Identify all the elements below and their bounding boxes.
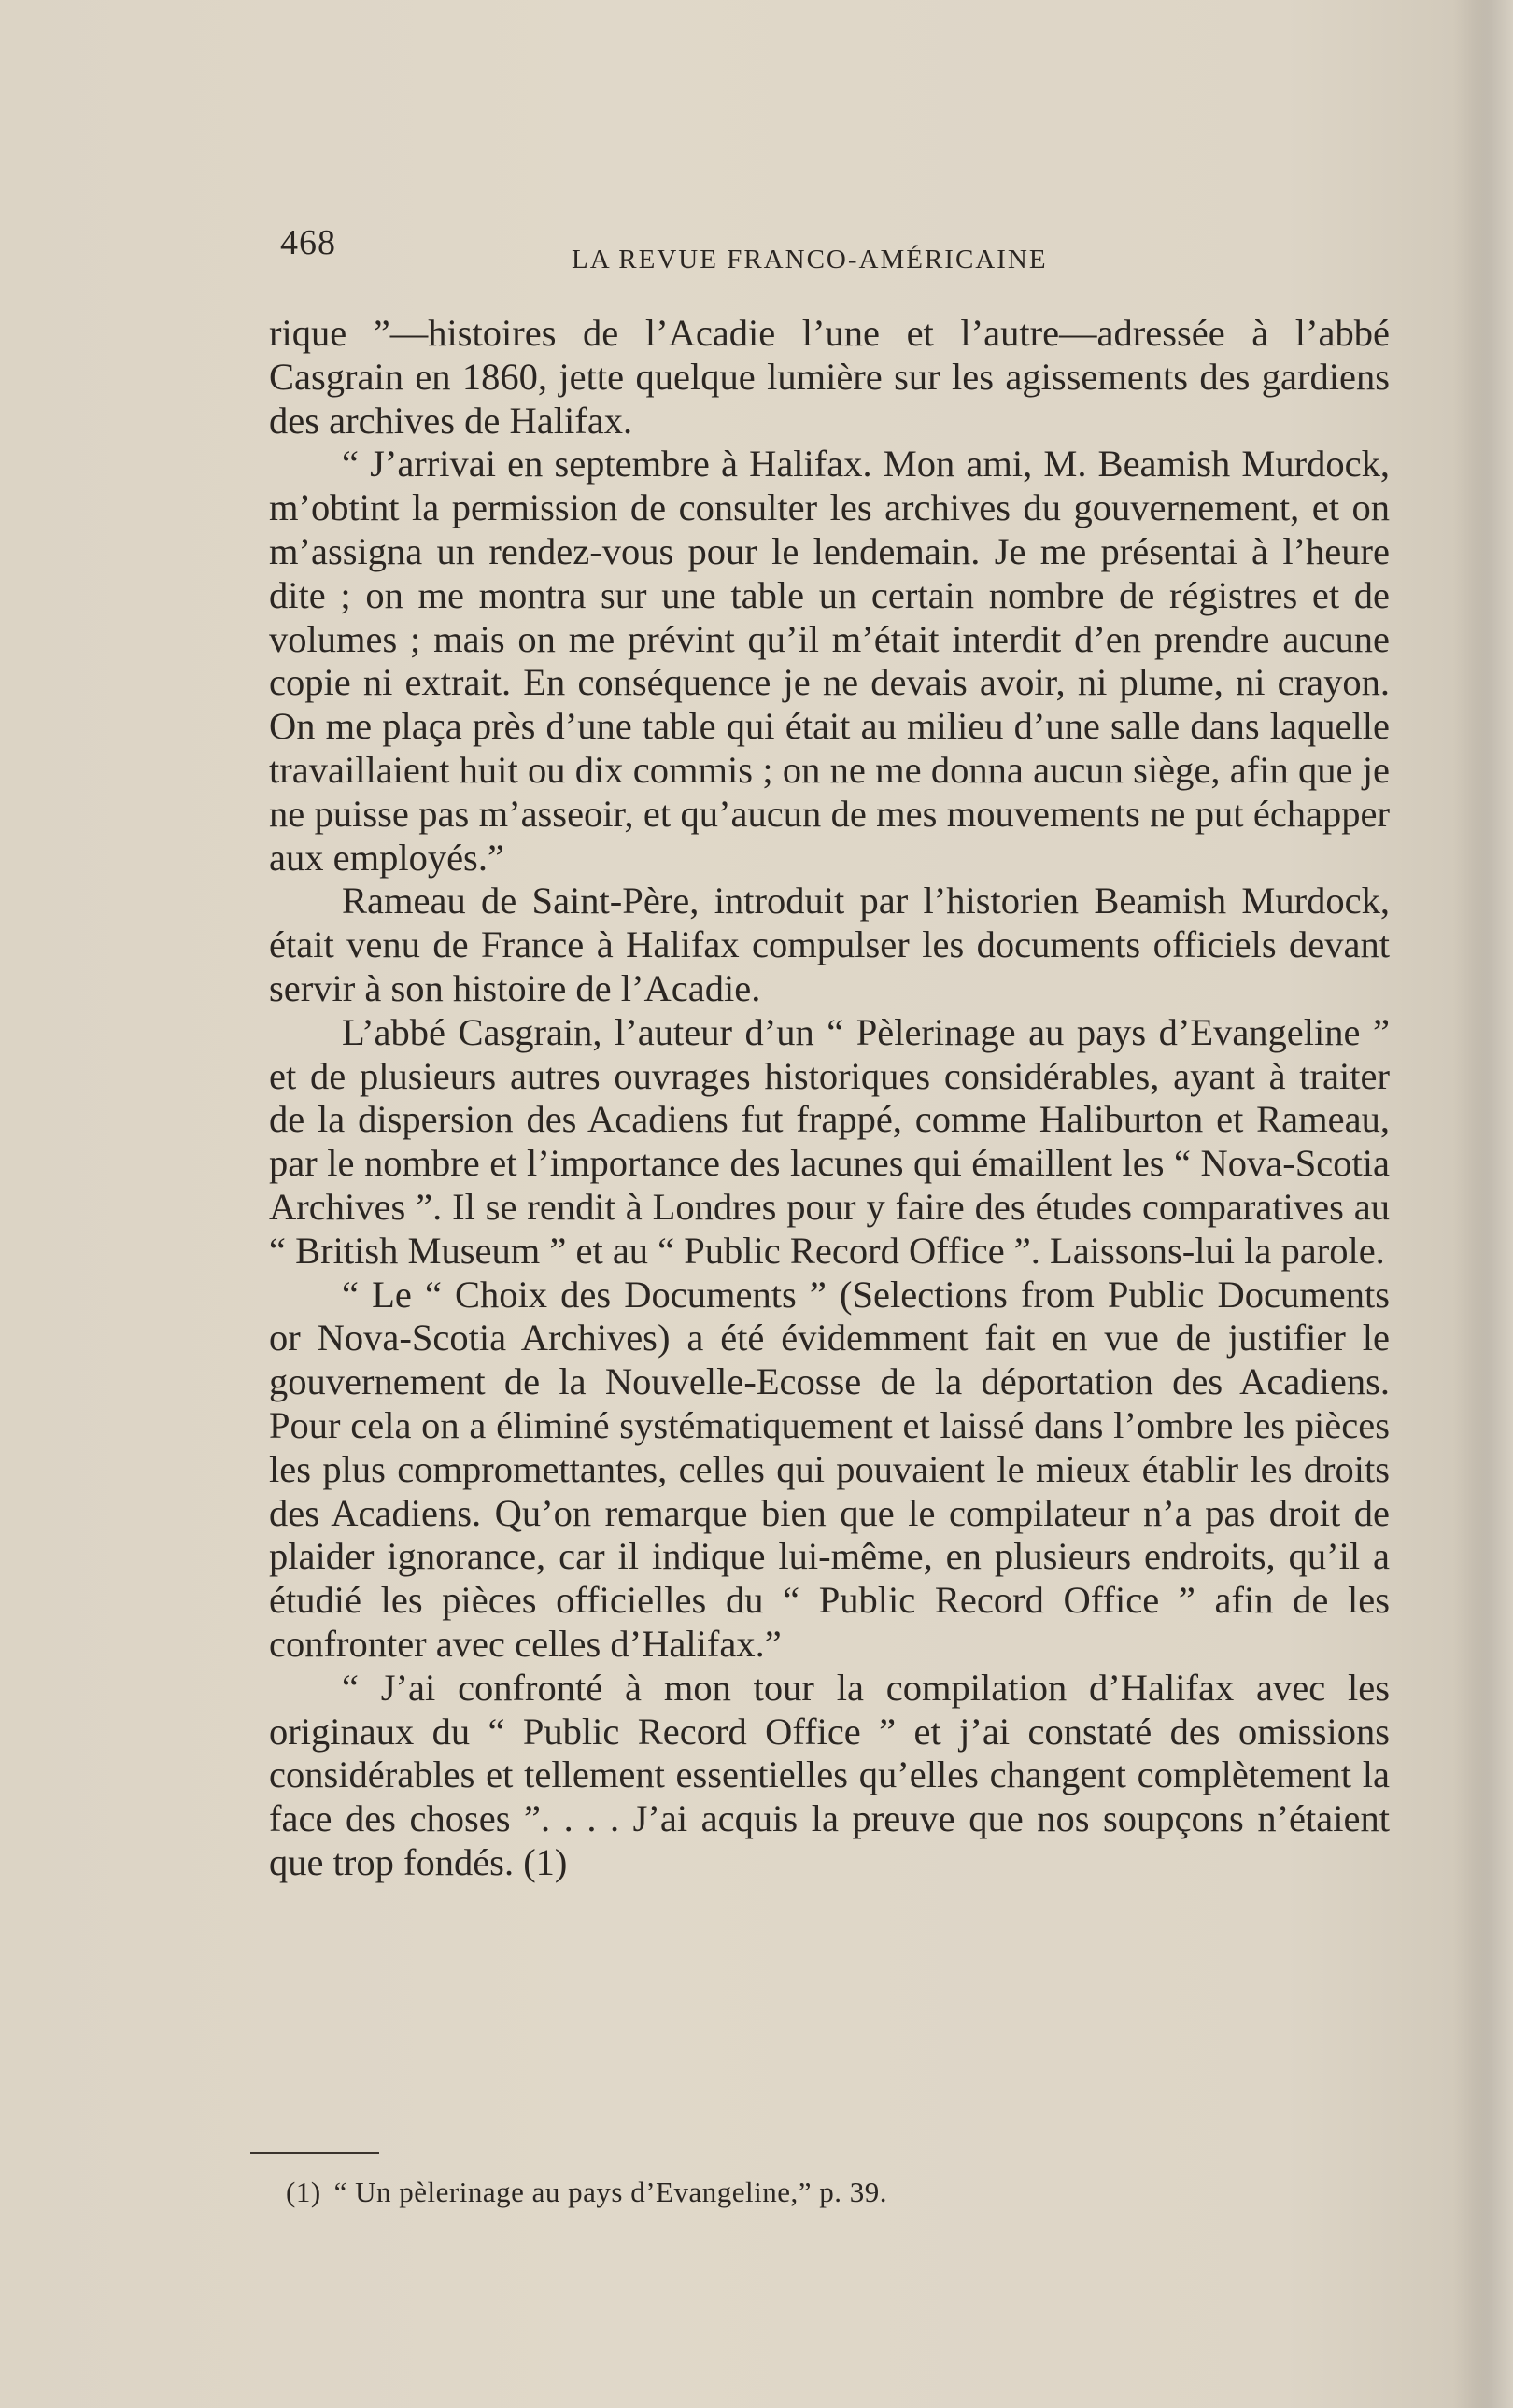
body-text (269, 312, 1390, 1885)
footnote (286, 2176, 887, 2209)
paragraph-2-quote-rameau: “ J’arrivai en septembre à Halifax. Mon ami, M. Beamish Murdock, m’obtint la permission de consulter les archives du gouvernement, et on m’assigna un rendez-vous pour le lendemain. Je me présentai à l’heure dite ; on me montra sur une table un certain nombre de régistres et de volumes ; mais on me prévint qu’il m’était interdit d’en prendre aucune copie ni extrait. En conséquence je ne devais avoir, ni plume, ni crayon. On me plaça près d’une table qui était au milieu d’une salle dans laquelle travaillaient huit ou dix commis ; on ne me donna aucun siège, afin que je ne puisse pas m’asseoir, et qu’aucun de mes mouvements ne put échapper aux employés.” (269, 443, 1390, 879)
page-number: 468 (280, 223, 336, 262)
footnote-marker: (1) (286, 2176, 321, 2208)
footnote-text: “ Un pèlerinage au pays d’Evangeline,” p. 39. (333, 2176, 887, 2208)
paragraph-1: rique ”—histoires de l’Acadie l’une et l’autre—adressée à l’abbé Casgrain en 1860, jette quelque lumière sur les agissements des gardiens des archives de Halifax. (269, 312, 1390, 442)
footnote-divider (250, 2152, 379, 2154)
page-header (280, 222, 1382, 278)
paragraph-3: Rameau de Saint-Père, introduit par l’historien Beamish Murdock, était venu de France à Halifax compulser les documents officiels devant servir à son histoire de l’Acadie. (269, 880, 1390, 1009)
running-title: LA REVUE FRANCO-AMÉRICAINE (572, 245, 1048, 275)
paragraph-6-quote-casgrain: “ J’ai confronté à mon tour la compilation d’Halifax avec les originaux du “ Public Record Office ” et j’ai constaté des omissions considérables et tellement essentielles qu’elles changent complètement la face des choses ”. . . . J’ai acquis la preuve que nos soupçons n’étaient que trop fondés. (1) (269, 1666, 1390, 1883)
paragraph-5-quote-casgrain: “ Le “ Choix des Documents ” (Selections from Public Documents or Nova-Scotia Archives) a été évidemment fait en vue de justifier le gouvernement de la Nouvelle-Ecosse de la déportation des Acadiens. Pour cela on a éliminé systématiquement et laissé dans l’ombre les pièces les plus compromettantes, celles qui pouvaient le mieux établir les droits des Acadiens. Qu’on remarque bien que le compilateur n’a pas droit de plaider ignorance, car il indique lui-même, en plusieurs endroits, qu’il a étudié les pièces officielles du “ Public Record Office ” afin de les confronter avec celles d’Halifax.” (269, 1273, 1390, 1665)
page-gutter-shadow (1468, 0, 1513, 2408)
paragraph-4: L’abbé Casgrain, l’auteur d’un “ Pèlerinage au pays d’Evangeline ” et de plusieurs autres ouvrages historiques considérables, ayant à traiter de la dispersion des Acadiens fut frappé, comme Haliburton et Rameau, par le nombre et l’importance des lacunes qui émaillent les “ Nova-Scotia Archives ”. Il se rendit à Londres pour y faire des études comparatives au “ British Museum ” et au “ Public Record Office ”. Laissons-lui la parole. (269, 1010, 1390, 1272)
